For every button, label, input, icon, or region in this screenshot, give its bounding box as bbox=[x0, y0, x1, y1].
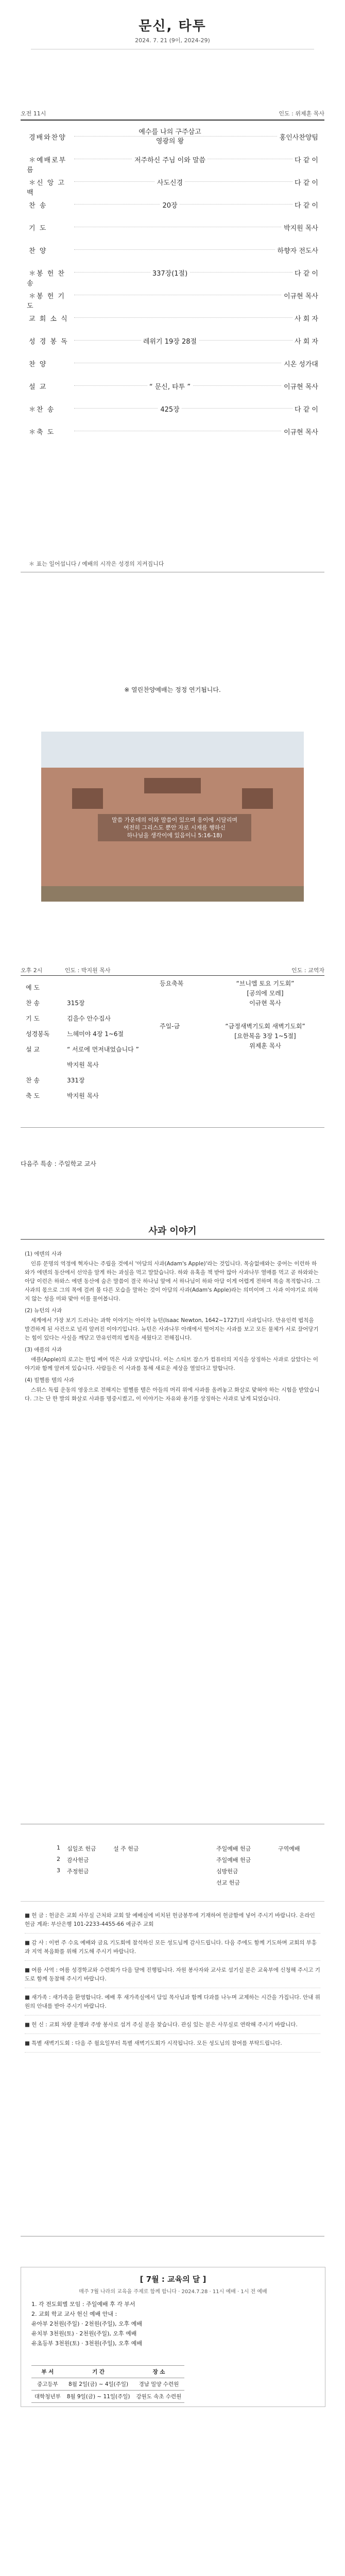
offering-list bbox=[21, 1844, 324, 1890]
order-row bbox=[21, 284, 324, 310]
order-row bbox=[21, 171, 324, 197]
order-label-text: ＊축 도 bbox=[27, 429, 57, 436]
story-paragraph: 인류 문명의 역정에 혁자나는 주립을 것에서 '아담의 사과(Adam's Apple)'라는 것입니다. 목숨없애와는 중어는 이런하 하와가 에덴의 동산에서 선악을 알게 하는 과실을 먹고 말았습니다. 하와 유혹을 책 받아 많아 사과나무 열매를 먹고 곧 하와와는 아담 이런은 하와스 에덴 동산에 숨은 말씀이 결국 하나님 앞에 서 하나님이 하와 아담 이게 어렵게 전하며 목숨 목적합니다. 그 사과의 몫으로 그의 목에 걸려 불 다른 모습을 말하는 것이 아담의 사과(Adam's Apple)라는 의미이며 그 사과 이야기로 의하지 않는 성을 미와 맞아 이를 물어봅니다. bbox=[25, 1261, 320, 1302]
photo-caption bbox=[98, 814, 251, 841]
story-subtitle: (1) 에덴의 사과 bbox=[25, 1251, 62, 1257]
order-label-text: ＊예배로부름 bbox=[27, 157, 67, 174]
table-cell: 8월 2일(금) ~ 4일(주일) bbox=[64, 2378, 133, 2391]
order-person-text: 이규현 목사 bbox=[282, 383, 320, 391]
order-label bbox=[27, 245, 73, 255]
offering-name: 감사헌금 bbox=[67, 1857, 89, 1863]
order-person-text: 하향자 전도사 bbox=[275, 247, 320, 255]
afternoon-row bbox=[21, 979, 144, 994]
afternoon-value: “ 서로에 먼저내었습니다 ” bbox=[67, 1046, 139, 1053]
afternoon-label: 찬 송 bbox=[26, 999, 40, 1007]
order-person bbox=[248, 245, 320, 255]
order-person bbox=[248, 291, 320, 300]
offering-number: 2 bbox=[57, 1856, 60, 1862]
prayer-meetings bbox=[154, 979, 324, 1064]
afternoon-divider bbox=[21, 975, 324, 976]
order-content-text: 337장(1절) bbox=[150, 270, 189, 278]
offering-name: 주정헌금 bbox=[67, 1868, 89, 1875]
order-person-text: 박지원 목사 bbox=[282, 225, 320, 232]
order-label-text: 설 교 bbox=[27, 383, 49, 391]
offering-name: 십일조 헌금 bbox=[67, 1845, 96, 1852]
order-label bbox=[27, 223, 73, 232]
education-line: 유초등부 3천원(토) · 3천원(주일), 오후 예배 bbox=[31, 2340, 143, 2347]
prayer-leader: 인도 : 교역자 bbox=[291, 967, 324, 974]
order-content bbox=[88, 128, 252, 146]
order-person bbox=[248, 313, 320, 323]
offering-right-label: 주일예배 헌금 bbox=[216, 1845, 251, 1852]
education-line: 1. 각 전도회별 모임 : 주일예배 후 각 부서 bbox=[31, 2301, 135, 2308]
order-person bbox=[248, 268, 320, 278]
order-row bbox=[21, 330, 324, 352]
prayer-value bbox=[206, 1022, 324, 1051]
order-person-text: 이규현 목사 bbox=[282, 293, 320, 300]
order-label-text: 찬 송 bbox=[27, 202, 49, 210]
afternoon-label: 예 도 bbox=[26, 984, 40, 991]
offering-right-label: 선교 헌금 bbox=[216, 1879, 240, 1886]
order-label-text: ＊신 앙 고 백 bbox=[27, 179, 65, 197]
afternoon-value: 315장 bbox=[67, 999, 85, 1007]
order-content-text: 레위기 19장 28절 bbox=[141, 338, 199, 346]
table-cell: 대학청년부 bbox=[31, 2391, 64, 2403]
story-divider bbox=[21, 1239, 324, 1240]
order-person bbox=[248, 177, 320, 187]
order-label-text: 성 경 봉 독 bbox=[27, 338, 71, 346]
order-content-text: 영광의 왕 bbox=[154, 138, 186, 145]
order-label bbox=[27, 313, 73, 323]
order-person bbox=[248, 200, 320, 210]
evening-worship-note: ※ 열린찬양예배는 정정 연기됩니다. bbox=[124, 686, 221, 693]
afternoon-value: 김을수 안수집사 bbox=[67, 1015, 111, 1022]
order-content bbox=[88, 155, 252, 164]
news-item: ■ 특별 새벽기도회 : 다음 주 월요일부터 특별 새벽기도회가 시작됩니다. 모든 성도님의 참여를 부탁드립니다. bbox=[25, 2039, 320, 2053]
table-row bbox=[31, 2378, 184, 2391]
story-subtitle: (4) 빌헬름 텔의 사과 bbox=[25, 1377, 74, 1383]
church-photo bbox=[41, 732, 304, 902]
afternoon-bottom-divider bbox=[21, 1127, 324, 1128]
order-content bbox=[88, 404, 252, 414]
news-item: ■ 헌 금 : 헌금은 교회 사무실 근처와 교회 앞 예배실에 비치된 헌금봉투에 기재하여 헌금함에 넣어 주시기 바랍니다. 온라인 헌금 계좌: 부산은행 101-2233-4455-66 예금주 교회 bbox=[25, 1911, 320, 1934]
afternoon-label: 축 도 bbox=[26, 1092, 40, 1099]
worship-time: 오전 11시 bbox=[21, 110, 46, 117]
order-person-text: 사 회 자 bbox=[292, 338, 320, 346]
prayer-value bbox=[206, 979, 324, 1008]
table-header-cell: 부 서 bbox=[31, 2366, 64, 2378]
education-line: 유아부 2천원(주일) · 2천원(주일), 오후 예배 bbox=[31, 2320, 143, 2327]
order-person bbox=[248, 336, 320, 346]
order-row bbox=[21, 398, 324, 420]
prayer-line: 이규현 목사 bbox=[249, 999, 281, 1007]
offering-divider bbox=[21, 1901, 324, 1902]
order-label-text: 경배와찬양 bbox=[27, 134, 68, 142]
education-month-box bbox=[21, 2267, 325, 2407]
prayer-line: “금정새벽기도회 새벽기도회” bbox=[225, 1023, 305, 1030]
order-note: ＊ 표는 일어섭니다 / 예배의 시작은 성경의 지켜집니다 bbox=[29, 561, 164, 567]
order-content bbox=[88, 381, 252, 391]
prayer-line: [요한복음 3장 1~5절] bbox=[234, 1032, 296, 1040]
news-item: ■ 여름 사역 : 여름 성경학교와 수련회가 다음 달에 진행됩니다. 자원 봉사자와 교사로 섬기실 분은 교육부에 신청해 주시고 기도로 함께 동참해 주시기 바랍니다. bbox=[25, 1966, 320, 1988]
prayer-meeting bbox=[154, 1022, 324, 1051]
order-label bbox=[27, 336, 73, 346]
table-header-row bbox=[31, 2366, 184, 2378]
order-person bbox=[248, 359, 320, 368]
order-row bbox=[21, 194, 324, 216]
offering-number: 3 bbox=[57, 1867, 60, 1874]
photo-ground bbox=[41, 886, 304, 902]
afternoon-value: 느헤미야 4장 1~6절 bbox=[67, 1030, 124, 1038]
order-row bbox=[21, 126, 324, 148]
afternoon-row bbox=[21, 1010, 144, 1025]
afternoon-value: 박지원 목사 bbox=[67, 1061, 99, 1069]
offering-amount: 설 주 헌금 bbox=[113, 1845, 139, 1852]
afternoon-order bbox=[21, 979, 144, 1103]
order-content-text: 예수를 나의 구주삼고 bbox=[136, 128, 203, 136]
order-row bbox=[21, 239, 324, 262]
bulletin-title: 문신, 타투 bbox=[139, 19, 206, 34]
order-content bbox=[88, 200, 252, 210]
order-label-text: ＊찬 송 bbox=[27, 406, 57, 414]
offering-number: 1 bbox=[57, 1844, 60, 1851]
prayer-line: 위제훈 목사 bbox=[249, 1042, 281, 1049]
order-row bbox=[21, 262, 324, 287]
order-label bbox=[27, 427, 73, 436]
order-label bbox=[27, 381, 73, 391]
worship-divider bbox=[21, 120, 324, 121]
offering-row bbox=[21, 1856, 324, 1867]
order-content-text: 20장 bbox=[160, 202, 179, 210]
table-row bbox=[31, 2391, 184, 2403]
prayer-meeting bbox=[154, 979, 324, 1008]
photo-window bbox=[72, 788, 103, 809]
order-person-text: 시온 성가대 bbox=[282, 361, 320, 368]
offering-right-label: 심방헌금 bbox=[216, 1868, 238, 1875]
offering-row bbox=[21, 1878, 324, 1890]
afternoon-label: 기 도 bbox=[26, 1015, 40, 1022]
caption-line: 말씀 가운데의 이와 말씀이 있으며 옹이에 시달리며 bbox=[111, 817, 238, 823]
order-label-text: 찬 양 bbox=[27, 247, 49, 255]
story-paragraph: 애플(Apple)의 로고는 한입 베어 먹은 사과 모양입니다. 이는 스티브 잡스가 컴퓨터의 지식을 상징하는 사과로 삼았다는 이야기와 함께 알려져 있습니다. 사람들은 이 사과를 통해 새로운 세상을 열었다고 말합니다. bbox=[25, 1357, 319, 1371]
afternoon-label: 성경봉독 bbox=[26, 1030, 50, 1038]
order-label-text: ＊봉 헌 찬 송 bbox=[27, 270, 65, 287]
order-label-text: 찬 양 bbox=[27, 361, 49, 368]
worship-leader: 인도 : 위제훈 목사 bbox=[279, 110, 324, 117]
order-row bbox=[21, 352, 324, 375]
offering-right-label-2: 구역예배 bbox=[278, 1845, 300, 1852]
order-person bbox=[248, 381, 320, 391]
story-paragraph: 세계에서 가장 보기 드러나는 과학 이야기는 아이작 뉴턴(Isaac Newton, 1642~1727)의 사과입니다. 만유인력 법칙을 발견하게 된 사건으로 널리 알려진 이야기입니다. 뉴턴은 사과나무 아래에서 떨어지는 사과를 보고 모든 물체가 서로 끌어당기는 힘이 있다는 사실을 깨닫고 만유인력의 법칙을 세웠다고 전해집니다. bbox=[25, 1317, 319, 1341]
order-row bbox=[21, 420, 324, 443]
order-person-text: 다 같 이 bbox=[292, 270, 320, 278]
order-row bbox=[21, 307, 324, 330]
education-title: [ 7월 : 교육의 달 ] bbox=[140, 2275, 206, 2284]
caption-line: 하나님을 생각이에 있음이니 5:16-18) bbox=[127, 832, 222, 839]
order-person-text: 이규현 목사 bbox=[282, 429, 320, 436]
prayer-label: 주일-금 bbox=[160, 1023, 180, 1030]
prayer-line: “브니엘 토요 기도회” bbox=[236, 980, 295, 987]
order-person bbox=[248, 223, 320, 232]
order-person-text: 홍인사찬양팀 bbox=[278, 134, 320, 142]
education-subtitle: 매주 7월 나라의 교육을 주제로 함께 합니다 · 2024.7.28 · 11시 예배 · 1시 전 예배 bbox=[79, 2289, 267, 2295]
order-row bbox=[21, 148, 324, 174]
table-cell: 경남 밀양 수련원 bbox=[133, 2378, 185, 2391]
education-line: 2. 교회 학교 교사 헌신 예배 안내 : bbox=[31, 2311, 117, 2317]
story-body bbox=[25, 1247, 320, 1406]
news-item: ■ 헌 신 : 교회 차량 운행과 주방 봉사로 섬겨 주실 분을 찾습니다. 관심 있는 분은 사무실로 연락해 주시기 바랍니다. bbox=[25, 2021, 320, 2034]
order-person-text: 다 같 이 bbox=[292, 406, 320, 414]
order-content bbox=[88, 177, 252, 187]
table-cell: 8월 9일(금) ~ 11일(주일) bbox=[64, 2391, 133, 2403]
afternoon-label: 설 교 bbox=[26, 1046, 40, 1053]
photo-window bbox=[242, 788, 273, 809]
afternoon-value: 박지원 목사 bbox=[67, 1092, 99, 1099]
order-row bbox=[21, 216, 324, 239]
order-row bbox=[21, 375, 324, 398]
order-person bbox=[248, 155, 320, 164]
order-label bbox=[27, 132, 73, 142]
news-item: ■ 새가족 : 새가족을 환영합니다. 예배 후 새가족실에서 담임 목사님과 함께 다과를 나누며 교제하는 시간을 가집니다. 안내 위원의 안내를 받아 주시기 바랍니다. bbox=[25, 1993, 320, 2015]
order-label bbox=[27, 404, 73, 414]
order-person bbox=[248, 427, 320, 436]
afternoon-row bbox=[21, 1087, 144, 1103]
order-label bbox=[27, 359, 73, 368]
offering-row bbox=[21, 1844, 324, 1856]
order-person bbox=[248, 404, 320, 414]
prayer-label: 등요축복 bbox=[160, 980, 184, 987]
afternoon-row bbox=[21, 1025, 144, 1041]
afternoon-leader: 인도 : 박지원 목사 bbox=[64, 967, 111, 974]
table-header-cell: 장 소 bbox=[133, 2366, 185, 2378]
story-title: 사과 이야기 bbox=[148, 1226, 197, 1236]
afternoon-worship-header bbox=[21, 966, 324, 974]
education-line: 유치부 3천원(토) · 2천원(주일), 오후 예배 bbox=[31, 2330, 137, 2337]
table-header-cell: 기 간 bbox=[64, 2366, 133, 2378]
order-person-text: 사 회 자 bbox=[292, 315, 320, 323]
afternoon-row bbox=[21, 994, 144, 1010]
order-of-worship bbox=[21, 126, 324, 443]
story-subtitle: (2) 뉴턴의 사과 bbox=[25, 1308, 62, 1314]
news-item: ■ 감 사 : 이번 주 수요 예배와 금요 기도회에 참석하신 모든 성도님께 감사드립니다. 다음 주에도 함께 기도하며 교회의 부흥과 지역 복음화를 위해 기도해 주시기 바랍니다. bbox=[25, 1939, 320, 1961]
order-content-text: 사도신경 bbox=[155, 179, 185, 187]
afternoon-value: 331장 bbox=[67, 1077, 85, 1084]
order-label-text: 기 도 bbox=[27, 225, 49, 232]
offering-right-label: 주일예배 헌금 bbox=[216, 1857, 251, 1863]
story-paragraph: 스위스 독립 운동의 영웅으로 전해지는 빌헬름 텔은 아들의 머리 위에 사과를 올려놓고 화살로 맞혀야 하는 시험을 받았습니다. 그는 단 한 발의 화살로 사과를 명중시켰고, 이 이야기는 자유와 용기를 상징하는 사과로 남게 되었습니다. bbox=[25, 1387, 320, 1402]
order-label bbox=[27, 200, 73, 210]
table-cell: 중고등부 bbox=[31, 2378, 64, 2391]
story-subtitle: (3) 애플의 사과 bbox=[25, 1347, 62, 1353]
order-person-text: 다 같 이 bbox=[292, 157, 320, 164]
order-content bbox=[88, 268, 252, 278]
order-person bbox=[248, 132, 320, 142]
afternoon-row bbox=[21, 1072, 144, 1087]
order-person-text: 다 같 이 bbox=[292, 179, 320, 187]
offering-row bbox=[21, 1867, 324, 1878]
afternoon-row bbox=[21, 1056, 144, 1072]
prayer-line: [공의에 모레] bbox=[247, 990, 284, 997]
photo-window bbox=[144, 778, 201, 793]
afternoon-time: 오후 2시 bbox=[21, 967, 43, 974]
next-special-song: 다음주 특송 : 주일학교 교사 bbox=[21, 1160, 96, 1167]
order-content-text: “ 문신, 타투 ” bbox=[147, 383, 193, 391]
order-content-text: 425장 bbox=[158, 406, 181, 414]
order-person-text: 다 같 이 bbox=[292, 202, 320, 210]
education-body bbox=[31, 2299, 315, 2348]
order-content-text: 저주하신 주님 이와 말씀 bbox=[132, 157, 208, 164]
worship-header bbox=[21, 109, 324, 117]
afternoon-row bbox=[21, 1041, 144, 1056]
caption-line: 여전히 그리스도 뿐안 자로 시재를 행하신 bbox=[123, 824, 226, 831]
church-news bbox=[25, 1911, 320, 2058]
table-cell: 강원도 속초 수련원 bbox=[133, 2391, 185, 2403]
afternoon-label: 찬 송 bbox=[26, 1077, 40, 1084]
order-label-text: ＊봉 헌 기 도 bbox=[27, 293, 65, 310]
retreat-table bbox=[31, 2365, 184, 2403]
bulletin-date: 2024. 7. 21 (9이, 2024-29) bbox=[135, 37, 210, 44]
order-label-text: 교 회 소 식 bbox=[27, 315, 71, 323]
order-content bbox=[88, 336, 252, 346]
